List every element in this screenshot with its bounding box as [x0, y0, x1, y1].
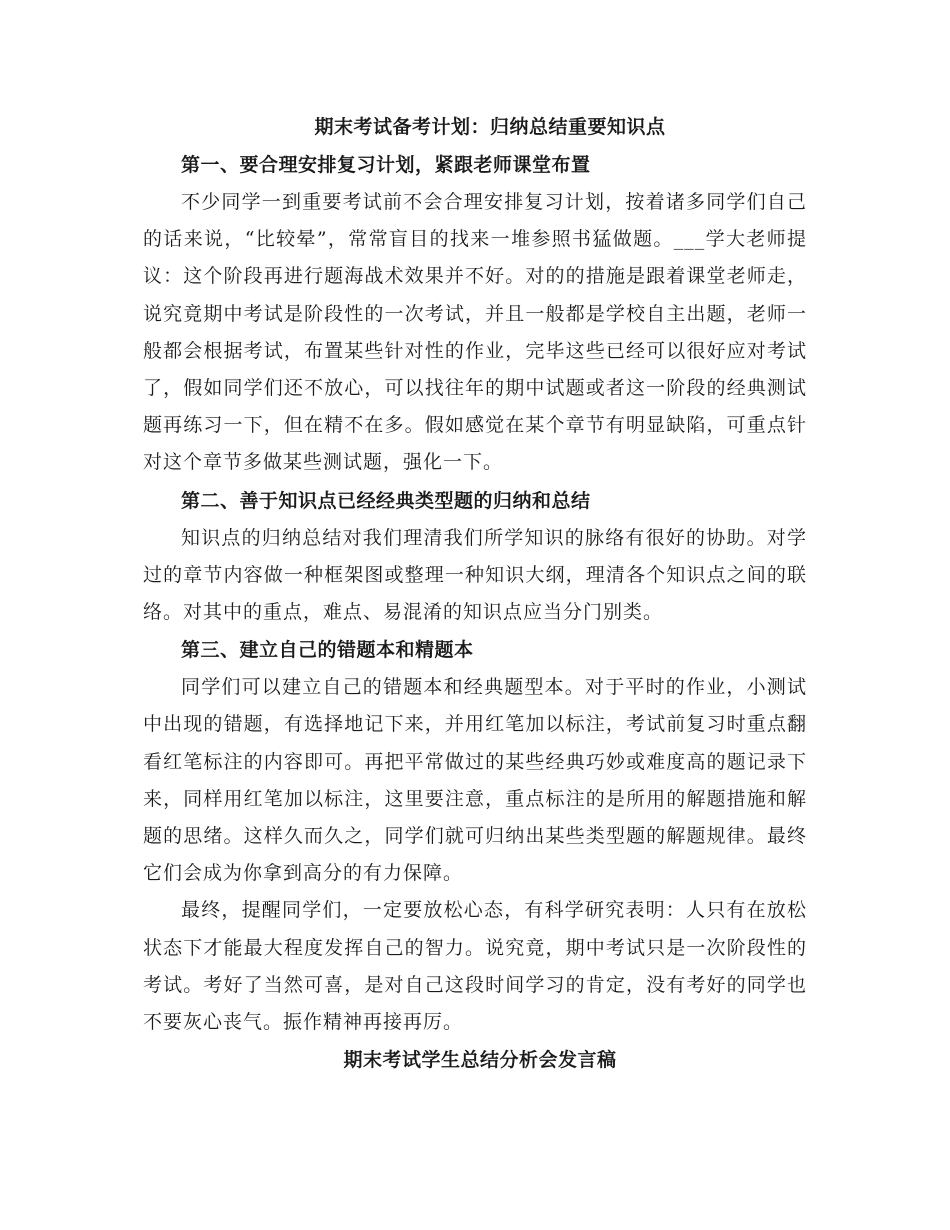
section-2-heading: 第二、善于知识点已经经典类型题的归纳和总结 [181, 489, 591, 512]
section-1-body: 不少同学一到重要考试前不会合理安排复习计划，按着诸多同学们自己的话来说，“比较晕”，常常盲目的找来一堆参照书猛做题。___学大老师提议：这个阶段再进行题海战术效果并不好。对的的措施是跟着课堂老师走，说究竟期中考试是阶段性的一次考试，并且一般都是学校自主出题，老师一般都会根据考试，布置某些针对性的作业，完毕这些已经可以很好应对考试了，假如同学们还不放心，可以找往年的期中试题或者这一阶段的经典测试题再练习一下，但在精不在多。假如感觉在某个章节有明显缺陷，可重点针对这个章节多做某些测试题，强化一下。 [143, 191, 807, 474]
section-3-heading: 第三、建立自己的错题本和精题本 [181, 639, 474, 662]
closing-paragraph: 最终，提醒同学们，一定要放松心态，有科学研究表明：人只有在放松状态下才能最大程度发挥自己的智力。说究竟，期中考试只是一次阶段性的考试。考好了当然可喜，是对自己这段时间学习的肯定，没有考好的同学也不要灰心丧气。振作精神再接再厉。 [143, 899, 807, 1034]
document-page [143, 108, 807, 1079]
section-2-body: 知识点的归纳总结对我们理清我们所学知识的脉络有很好的协助。对学过的章节内容做一种框架图或整理一种知识大纲，理清各个知识点之间的联络。对其中的重点，难点、易混淆的知识点应当分门别类。 [143, 526, 807, 624]
section-1-heading: 第一、要合理安排复习计划，紧跟老师课堂布置 [181, 154, 591, 176]
section-3-body: 同学们可以建立自己的错题本和经典题型本。对于平时的作业，小测试中出现的错题，有选择地记下来，并用红笔加以标注，考试前复习时重点翻看红笔标注的内容即可。再把平常做过的某些经典巧妙或难度高的题记录下来，同样用红笔加以标注，这里要注意，重点标注的是所用的解题措施和解题的思绪。这样久而久之，同学们就可归纳出某些类型题的解题规律。最终它们会成为你拿到高分的有力保障。 [143, 676, 807, 885]
next-document-title: 期末考试学生总结分析会发言稿 [343, 1049, 617, 1072]
document-title: 期末考试备考计划：归纳总结重要知识点 [314, 116, 666, 138]
